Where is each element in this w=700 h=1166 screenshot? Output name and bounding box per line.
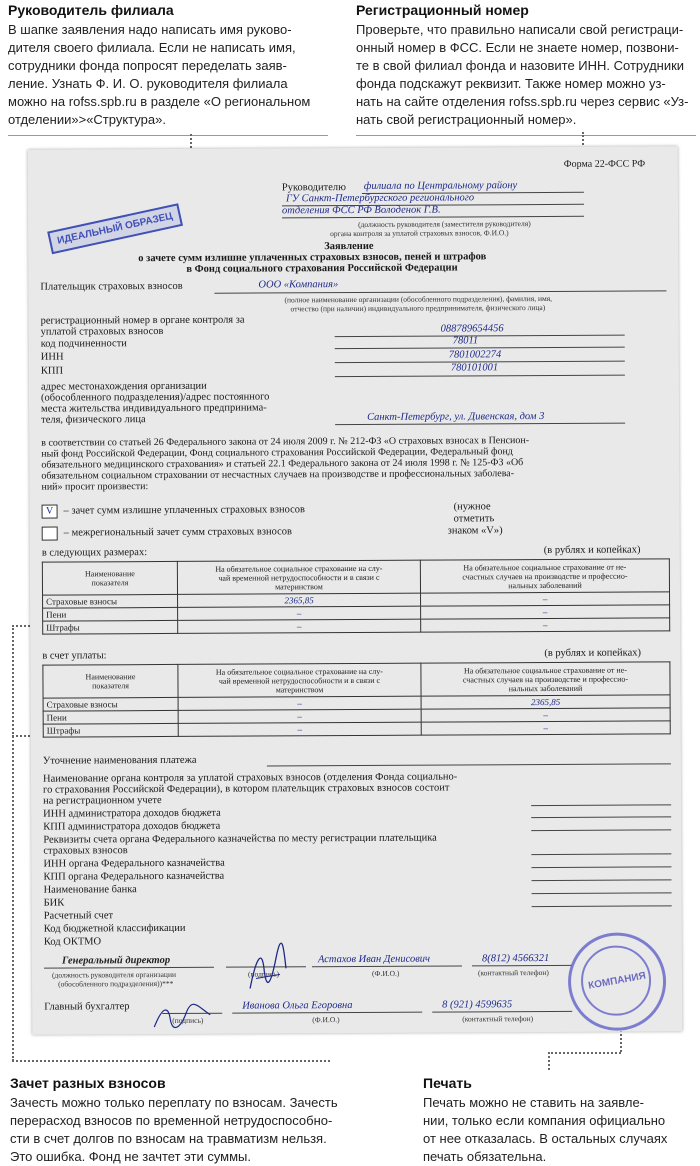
cell-value: –: [178, 619, 421, 633]
row-name: Пени: [43, 607, 178, 621]
address-label-1: адрес местонахождения организации: [40, 380, 207, 393]
law-line: ный фонд Российской Федерации, Фонд социального страхования Российской Федерации, Федеральный фонд: [41, 446, 513, 460]
law-line: обязательного медицинского страхования» и статьей 22.1 Федерального закона от 24 июля 1998 г. № 125-ФЗ «Об: [41, 457, 524, 471]
note-line: нать на сайте отделения rofss.spb.ru через сервис «Уз-: [356, 94, 689, 109]
detail-line: КПП администратора доходов бюджета: [43, 820, 221, 833]
to-line-2: ГУ Санкт-Петербургского регионального: [285, 192, 475, 205]
underline: [267, 763, 671, 766]
cell-value: –: [421, 708, 670, 722]
note-branch-head: [8, 2, 328, 136]
offset-checkbox[interactable]: V: [42, 505, 58, 519]
address-value: Санкт-Петербург, ул. Дивенская, дом 3: [367, 411, 545, 423]
note-line: онный номер в ФСС. Если не знаете номер, позвони-: [356, 40, 679, 55]
underline: [532, 905, 672, 907]
cell-value: 2365,85: [178, 593, 421, 607]
cell-value: –: [178, 722, 421, 736]
address-label-3: места жительства индивидуального предпринима-: [41, 402, 267, 415]
note-line: сотрудники фонда попросят переделать заяв-: [8, 58, 287, 73]
director-phone: 8(812) 4566321: [481, 952, 550, 965]
mark-note: (нужное: [453, 501, 491, 513]
cell-value: –: [178, 709, 421, 723]
application-form: [28, 146, 683, 1034]
fio-hint: (Ф.И.О.): [371, 968, 400, 978]
payer-label: Плательщик страховых взносов: [40, 280, 183, 293]
note-line: можно на rofss.spb.ru в разделе «О региональном: [8, 94, 311, 109]
note-line: ление. Узнать Ф. И. О. руководителя филиала: [8, 76, 288, 91]
underline: [312, 965, 462, 967]
position-hint-1: (должность руководителя организации: [51, 969, 176, 980]
note-reg-number: [356, 2, 696, 136]
sub-code-label: код подчиненности: [40, 338, 127, 350]
underline: [531, 853, 671, 855]
to-label: Руководителю: [281, 182, 346, 194]
offset-option-label: – зачет сумм излишне уплаченных страховых взносов: [63, 504, 306, 517]
note-line: дителя своего филиала. Если не написать имя,: [8, 40, 296, 55]
note-line: нии, только если компания официально: [423, 1113, 666, 1128]
underline: [532, 892, 672, 894]
account-label: в счет уплаты:: [42, 650, 107, 662]
note-line: перерасход взносов по временной нетрудоспособно-: [10, 1113, 333, 1128]
note-line: отделении»>«Структура».: [8, 112, 166, 127]
row-name: Страховые взносы: [43, 697, 178, 711]
col-header-disability: На обязательное социальное страхование на слу- чай временной нетрудоспособности и в связи с материнством: [177, 560, 420, 594]
detail-line: БИК: [43, 897, 65, 909]
note-line: печать обязательна.: [423, 1149, 547, 1164]
note-line: Зачесть можно только переплату по взносам. Зачесть: [10, 1095, 338, 1110]
reg-label-1: регистрационный номер в органе контроля за: [40, 314, 245, 327]
note-line: В шапке заявления надо написать имя руково-: [8, 22, 292, 37]
row-name: Пени: [43, 710, 178, 724]
cell-value: –: [421, 618, 670, 632]
to-hint-1: (должность руководителя (заместителя руководителя): [358, 219, 531, 229]
col-header-disability: На обязательное социальное страхование на слу- чай временной нетрудоспособности и в связи с материнством: [178, 663, 421, 697]
underline: [432, 1011, 572, 1013]
divider: [356, 135, 696, 136]
payer-hint-2: отчество (при наличии) индивидуального предпринимателя, физического лица): [290, 303, 546, 314]
note-line: Это ошибка. Фонд не зачтет эти суммы.: [10, 1149, 252, 1164]
note-title: Печать: [423, 1075, 472, 1091]
signature-hint: (подпись): [172, 1015, 204, 1025]
note-line: Печать можно не ставить на заявле-: [423, 1095, 645, 1110]
underline: [531, 804, 671, 806]
accountant-label: Главный бухгалтер: [44, 1001, 130, 1013]
form-subtitle-2: в Фонд социального страхования Российской Федерации: [186, 262, 458, 275]
detail-line: Наименование органа контроля за уплатой страховых взносов (отделения Фонда социально-: [42, 771, 458, 785]
form-subtitle-1: о зачете сумм излишне уплаченных страховых взносов, пеней и штрафов: [138, 251, 487, 265]
sizes-label: в следующих размерах:: [41, 547, 148, 559]
currency-note: (в рублях и копейках): [543, 544, 641, 557]
phone-hint: (контактный телефон): [477, 967, 549, 978]
inn-value: 7801002274: [448, 349, 502, 361]
underline: [335, 375, 625, 378]
note-line: те в свой филиал фонда и назовите ИНН. Сотрудники: [356, 58, 685, 73]
company-seal-icon: [568, 932, 667, 1031]
detail-line: на регистрационном учете: [43, 795, 162, 807]
connector-line: [620, 1030, 622, 1052]
cell-value: –: [178, 696, 421, 710]
note-title: Зачет разных взносов: [10, 1075, 166, 1091]
table-row: [43, 721, 670, 737]
underline: [531, 816, 671, 818]
divider: [8, 135, 328, 136]
detail-line: Расчетный счет: [43, 910, 114, 922]
interregional-checkbox[interactable]: [42, 527, 58, 541]
director-position: Генеральный директор: [61, 954, 171, 967]
detail-line: Реквизиты счета органа Федерального казначейства по месту регистрации плательщика: [43, 832, 437, 846]
connector-line: [12, 1060, 330, 1062]
to-line-1: филиала по Центральному району: [363, 180, 518, 192]
form-title: Заявление: [324, 240, 374, 253]
detail-line: Код бюджетной классификации: [43, 922, 186, 935]
col-header-name: Наименование показателя: [43, 664, 178, 698]
underline: [531, 829, 671, 831]
detail-line: Код ОКТМО: [43, 936, 102, 948]
account-table: [42, 661, 670, 737]
connector-line: [548, 1052, 550, 1070]
sub-code-value: 78011: [452, 335, 479, 347]
detail-line: КПП органа Федерального казначейства: [43, 870, 225, 883]
connector-line: [12, 625, 14, 1061]
reg-number-value: 088789654456: [440, 323, 504, 335]
cell-value: –: [178, 606, 421, 620]
note-line: от нее отказалась. В остальных случаях: [423, 1131, 668, 1146]
note-title: Руководитель филиала: [8, 2, 174, 18]
table-row: [43, 618, 670, 634]
row-name: Штрафы: [43, 723, 178, 737]
col-header-injury: На обязательное социальное страхование от не- счастных случаев на производстве и профессио- нальных заболеваний: [420, 559, 669, 593]
row-name: Страховые взносы: [43, 594, 178, 608]
mark-note: знаком «V»): [447, 525, 503, 537]
kpp-label: КПП: [40, 365, 64, 377]
inn-label: ИНН: [40, 351, 64, 363]
note-line: Проверьте, что правильно написали свой регистраци-: [356, 22, 684, 37]
to-hint-2: органа контроля за уплатой страховых взносов, Ф.И.О.): [330, 228, 509, 239]
mark-note: отметить: [453, 513, 495, 525]
interregional-option-label: – межрегиональный зачет сумм страховых взносов: [63, 526, 293, 539]
seal-text: КОМПАНИЯ: [587, 970, 647, 992]
to-line-3: отделения ФСС РФ Володенок Г.В.: [281, 204, 441, 217]
detail-line: Наименование банка: [43, 884, 137, 896]
note-title: Регистрационный номер: [356, 2, 529, 18]
note-seal: [423, 1075, 695, 1166]
connector-line: [548, 1052, 621, 1054]
cell-value: 2365,85: [421, 695, 670, 709]
underline: [532, 879, 672, 881]
underline: [335, 335, 625, 338]
col-header-name: Наименование показателя: [42, 561, 177, 595]
cell-value: –: [421, 605, 670, 619]
address-label-2: (обособленного подразделения)/адрес постоянного: [40, 391, 270, 404]
director-name: Астахов Иван Денисович: [317, 953, 431, 966]
form-number: Форма 22-ФСС РФ: [563, 158, 646, 170]
amounts-table: [42, 558, 670, 634]
note-line: нать свой регистрационный номер».: [356, 112, 577, 127]
ideal-sample-stamp: ИДЕАЛЬНЫЙ ОБРАЗЕЦ: [47, 203, 183, 254]
law-line: в соответствии со статьей 26 Федерального закона от 24 июля 2009 г. № 212-ФЗ «О страховых взносах в Пенсион-: [41, 435, 530, 449]
cell-value: –: [421, 592, 670, 606]
phone-hint: (контактный телефон): [462, 1014, 534, 1024]
underline: [232, 1012, 422, 1014]
position-hint-2: (обособленного подразделения))***: [58, 978, 174, 989]
detail-line: страховых взносов: [43, 845, 128, 857]
payer-value: ООО «Компания»: [258, 279, 339, 291]
law-line: ний» просит произвести:: [41, 481, 149, 493]
director-signature-icon: [240, 938, 300, 998]
underline: [282, 216, 584, 219]
law-line: обязательном социальном страховании от несчастных случаев на производстве и профессиональных заболева-: [41, 468, 515, 482]
reg-label-2: уплатой страховых взносов: [40, 325, 164, 338]
detail-line: ИНН органа Федерального казначейства: [43, 857, 225, 870]
address-label-4: теля, физического лица: [41, 414, 146, 426]
accountant-signature-icon: [150, 1001, 220, 1031]
detail-line: ИНН администратора доходов бюджета: [43, 807, 221, 820]
underline: [472, 965, 572, 967]
col-header-injury: На обязательное социальное страхование от не- счастных случаев на производстве и профессио- нальных заболеваний: [421, 662, 670, 696]
underline: [44, 967, 214, 969]
note-different-contributions: [10, 1075, 350, 1166]
detail-line: го страхования Российской Федерации), в котором плательщик страховых взносов состоит: [43, 782, 450, 796]
fio-hint: (Ф.И.О.): [312, 1015, 340, 1025]
currency-note: (в рублях и копейках): [544, 647, 642, 660]
signature-hint: (подпись): [247, 969, 280, 979]
note-line: сти в счет долгов по взносам на травматизм нельзя.: [10, 1131, 327, 1146]
underline: [531, 866, 671, 868]
cell-value: –: [421, 721, 670, 735]
accountant-name: Иванова Ольга Егоровна: [242, 1000, 353, 1012]
note-line: фонда подскажут реквизит. Также номер можно уз-: [356, 76, 666, 91]
row-name: Штрафы: [43, 620, 178, 634]
clarify-label: Уточнение наименования платежа: [42, 754, 197, 767]
underline: [335, 423, 625, 426]
payer-hint-1: (полное наименование организации (обособленного подразделения), фамилия, имя,: [284, 293, 553, 305]
kpp-value: 780101001: [450, 362, 499, 374]
underline: [214, 290, 666, 293]
accountant-phone: 8 (921) 4599635: [442, 999, 513, 1011]
